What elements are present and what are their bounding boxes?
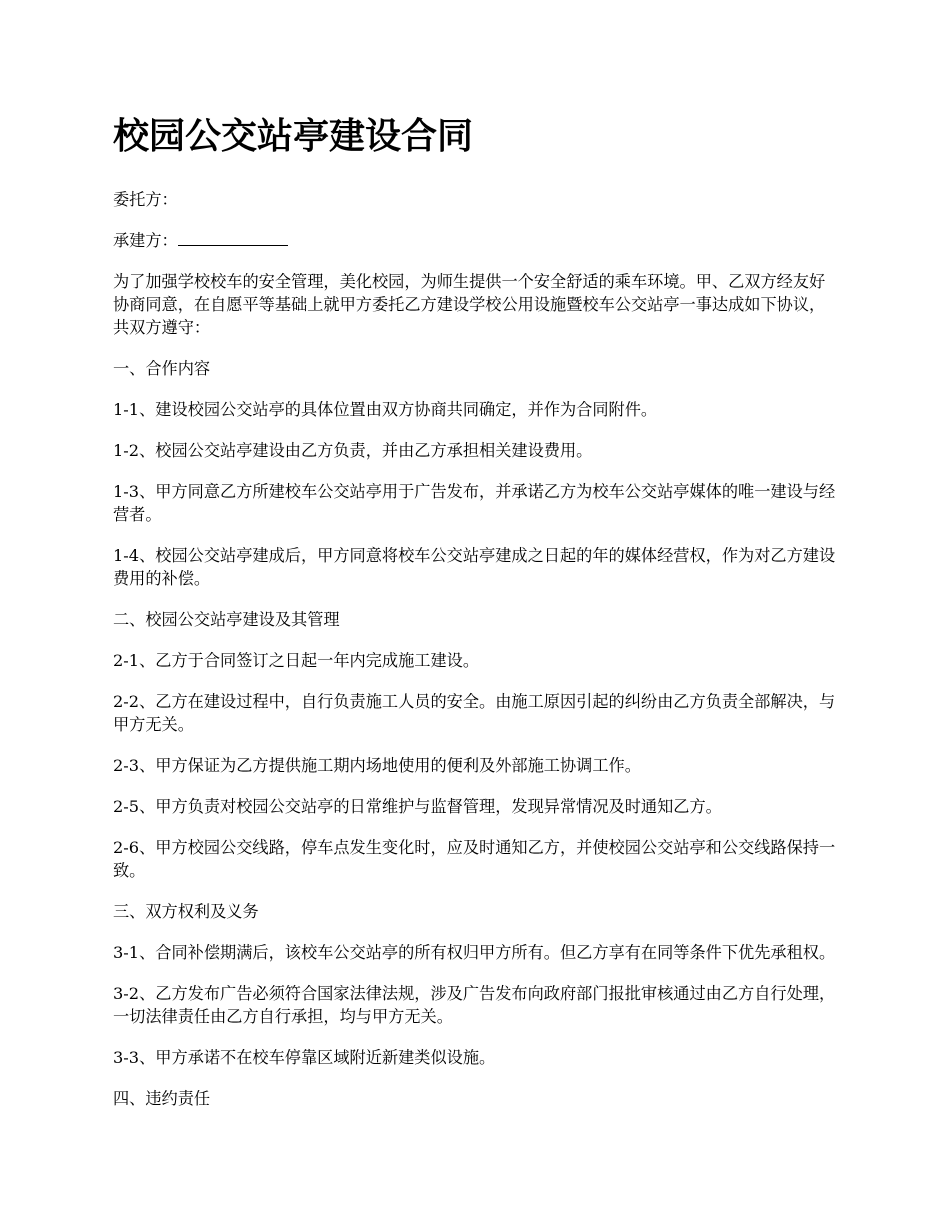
party-a-label: 委托方： [113, 190, 178, 209]
clause-1-1: 1-1、建设校园公交站亭的具体位置由双方协商共同确定，并作为合同附件。 [113, 400, 658, 419]
clause-1-4: 1-4、校园公交站亭建成后，甲方同意将校车公交站亭建成之日起的年的媒体经营权，作为对乙方建设费用的补偿。 [113, 546, 836, 588]
clause-2-3: 2-3、甲方保证为乙方提供施工期内场地使用的便利及外部施工协调工作。 [113, 756, 641, 775]
section-heading-1: 一、合作内容 [113, 359, 211, 378]
clause-3-2: 3-2、乙方发布广告必须符合国家法律法规，涉及广告发布向政府部门报批审核通过由乙方自行处理，一切法律责任由乙方自行承担，均与甲方无关。 [113, 984, 836, 1026]
section-heading-2: 二、校园公交站亭建设及其管理 [113, 610, 340, 629]
clause-2-2: 2-2、乙方在建设过程中，自行负责施工人员的安全。由施工原因引起的纠纷由乙方负责全部解决，与甲方无关。 [113, 692, 836, 734]
party-b-blank [178, 229, 288, 246]
clause-3-3: 3-3、甲方承诺不在校车停靠区域附近新建类似设施。 [113, 1048, 496, 1067]
clause-3-1: 3-1、合同补偿期满后，该校车公交站亭的所有权归甲方所有。但乙方享有在同等条件下优先承租权。 [113, 943, 836, 962]
section-heading-4: 四、违约责任 [113, 1089, 211, 1108]
clause-1-2: 1-2、校园公交站亭建设由乙方负责，并由乙方承担相关建设费用。 [113, 441, 593, 460]
party-a-line [113, 188, 841, 211]
document-page [113, 110, 841, 1128]
clause-2-1: 2-1、乙方于合同签订之日起一年内完成施工建设。 [113, 651, 480, 670]
section-heading-3: 三、双方权利及义务 [113, 902, 259, 921]
document-title: 校园公交站亭建设合同 [113, 115, 474, 157]
clause-2-5: 2-5、甲方负责对校园公交站亭的日常维护与监督管理，发现异常情况及时通知乙方。 [113, 797, 722, 816]
party-b-line [113, 229, 841, 252]
clause-2-6: 2-6、甲方校园公交线路，停车点发生变化时，应及时通知乙方，并使校园公交站亭和公交线路保持一致。 [113, 838, 836, 880]
clause-1-3: 1-3、甲方同意乙方所建校车公交站亭用于广告发布，并承诺乙方为校车公交站亭媒体的唯一建设与经营者。 [113, 482, 836, 524]
intro-paragraph: 为了加强学校校车的安全管理，美化校园，为师生提供一个安全舒适的乘车环境。甲、乙双方经友好协商同意，在自愿平等基础上就甲方委托乙方建设学校公用设施暨校车公交站亭一事达成如下协议，共双方遵守： [113, 272, 826, 337]
party-b-label: 承建方： [113, 231, 178, 250]
